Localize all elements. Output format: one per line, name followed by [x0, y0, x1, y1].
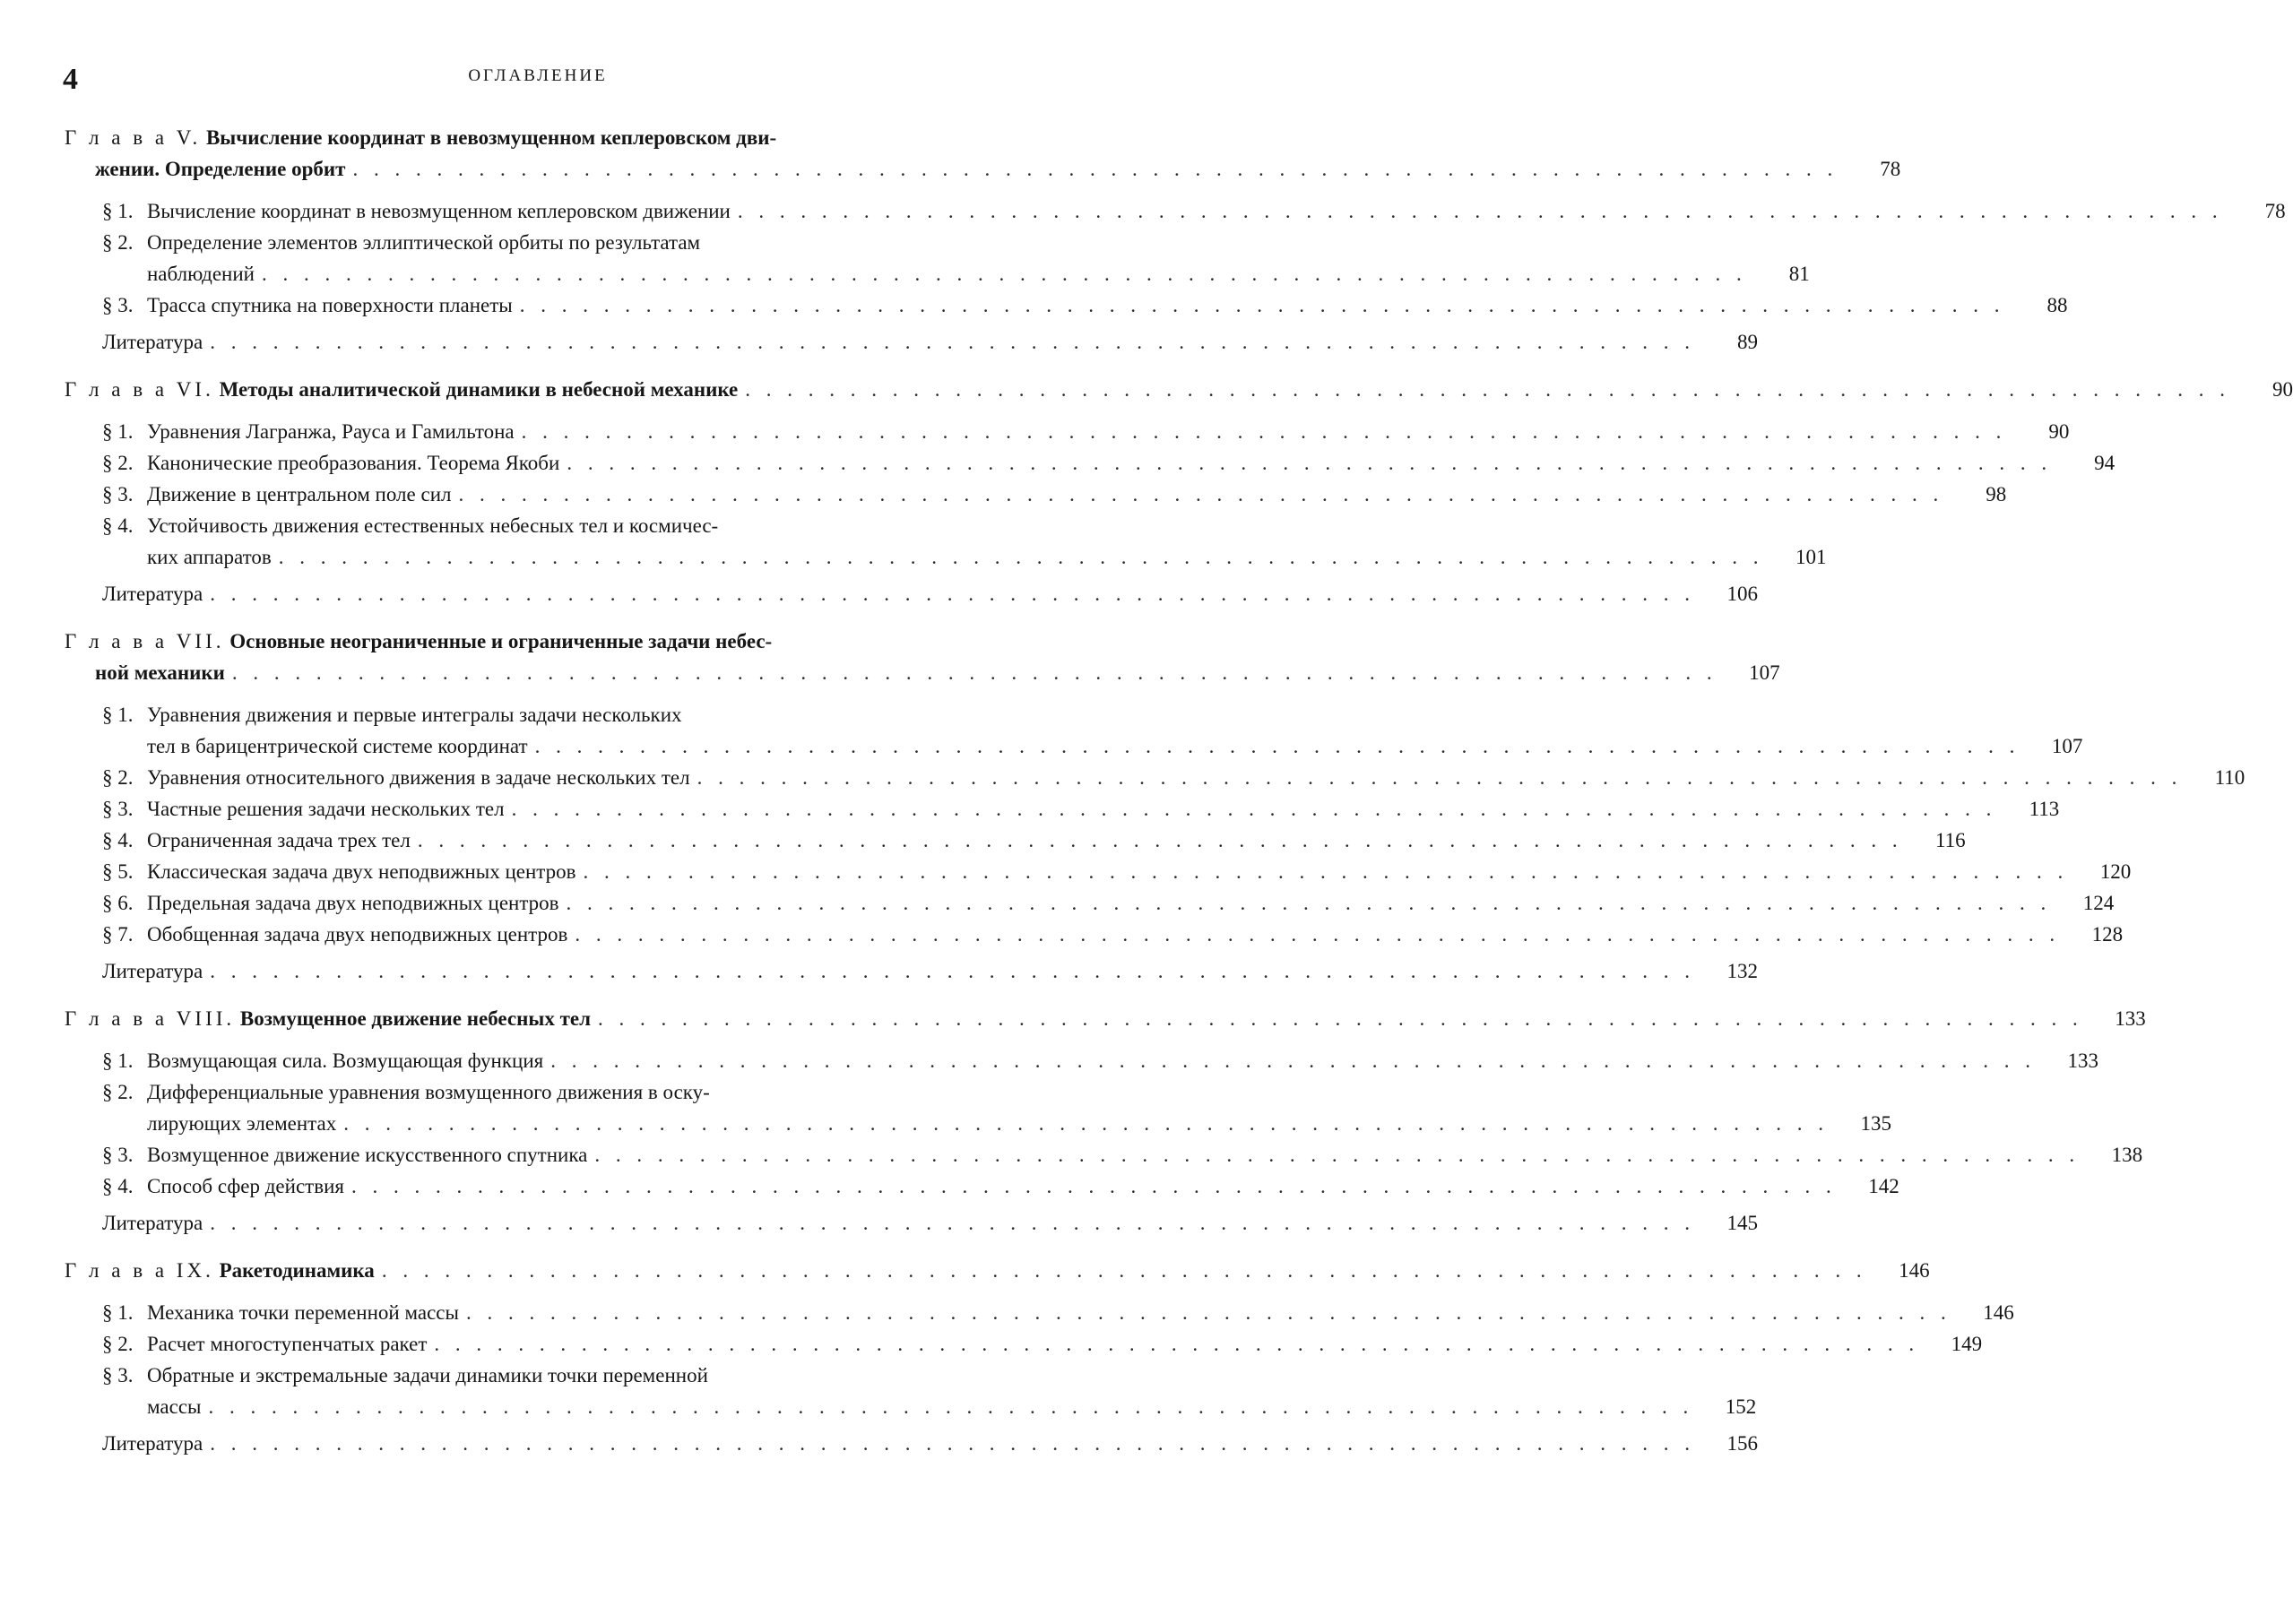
section-entry[interactable]: [65, 699, 2083, 762]
section-title: Способ сфер действия: [147, 1175, 344, 1197]
leader-dots: . . . . . . . . . . . . . . . . . . . . . . . . . . . . . . . . . . . . . . . . . . . . . . . . . . . . . . . . . . . . . . . . . . . . . . .: [278, 546, 1764, 568]
section-entry[interactable]: [65, 1139, 2143, 1170]
chapter-block: [65, 122, 2286, 358]
section-number: § 2.: [102, 766, 134, 789]
chapter-label: Г л а в а VI.: [65, 378, 214, 401]
leader-dots: . . . . . . . . . . . . . . . . . . . . . . . . . . . . . . . . . . . . . . . . . . . . . . . . . . . . . . . . . . . . . . . . . . . . . . .: [597, 1007, 2083, 1030]
leader-dots: . . . . . . . . . . . . . . . . . . . . . . . . . . . . . . . . . . . . . . . . . . . . . . . . . . . . . . . . . . . . . . . . . . . . . . .: [519, 294, 2005, 316]
section-entry[interactable]: [65, 1328, 1983, 1360]
section-title: Обобщенная задача двух неподвижных центров: [147, 923, 568, 946]
section-entry[interactable]: [65, 1360, 1757, 1422]
section-entry[interactable]: [65, 1170, 1899, 1202]
section-page: 146: [1983, 1301, 2014, 1324]
chapter-block: [65, 1255, 2014, 1459]
chapter-page: 133: [2115, 1007, 2146, 1030]
leader-dots: . . . . . . . . . . . . . . . . . . . . . . . . . . . . . . . . . . . . . . . . . . . . . . . . . . . . . . . . . . . . . . . . . . . . . . .: [566, 892, 2052, 914]
section-title: Уравнения Лагранжа, Рауса и Гамильтона: [147, 420, 515, 443]
section-number: § 6.: [102, 892, 134, 914]
chapter-title-cont-text: ной механики: [95, 661, 225, 684]
section-title: Движение в центральном поле сил: [147, 483, 452, 505]
section-number: § 2.: [102, 1081, 134, 1103]
section-entry[interactable]: [65, 1045, 2098, 1076]
section-number: § 3.: [102, 483, 134, 505]
leader-dots: . . . . . . . . . . . . . . . . . . . . . . . . . . . . . . . . . . . . . . . . . . . . . . . . . . . . . . . . . . . . . . . . . . . . . . .: [417, 829, 1903, 851]
chapter-title-cont[interactable]: [65, 153, 1901, 185]
section-page: 142: [1868, 1175, 1899, 1197]
literature-entry-page: 106: [1726, 583, 1758, 605]
section-number: § 2.: [102, 231, 134, 254]
section-title-cont[interactable]: [102, 1108, 1891, 1139]
section-number: § 3.: [102, 294, 134, 316]
section-entry[interactable]: [65, 195, 2286, 227]
chapter-label: Г л а в а VII.: [65, 630, 225, 652]
literature-entry[interactable]: [65, 1207, 1758, 1239]
section-entry[interactable]: [65, 825, 1966, 856]
section-title: Классическая задача двух неподвижных центров: [147, 860, 576, 883]
section-page: 116: [1934, 829, 1966, 851]
leader-dots: . . . . . . . . . . . . . . . . . . . . . . . . . . . . . . . . . . . . . . . . . . . . . . . . . . . . . . . . . . . . . . . . . . . . . . .: [210, 1212, 1695, 1234]
section-title-cont-text: ких аппаратов: [147, 546, 272, 568]
section-page: 94: [2094, 452, 2116, 474]
section-page: 128: [2091, 923, 2124, 946]
section-title: Канонические преобразования. Теорема Якоби: [147, 452, 560, 474]
section-page: 120: [2099, 860, 2132, 883]
section-title: Устойчивость движения естественных небесных тел и космичес-: [147, 514, 719, 537]
section-entry[interactable]: [65, 227, 1810, 289]
section-title-cont-page: 81: [1788, 263, 1810, 285]
section-page: 78: [2264, 200, 2286, 222]
section-entry[interactable]: [65, 1297, 2014, 1328]
chapter-page: 146: [1899, 1259, 1930, 1282]
section-entry[interactable]: [65, 793, 2060, 825]
leader-dots: . . . . . . . . . . . . . . . . . . . . . . . . . . . . . . . . . . . . . . . . . . . . . . . . . . . . . . . . . . . . . . . . . . . . . . .: [210, 1432, 1695, 1455]
section-list: [65, 1297, 2014, 1422]
section-title: Обратные и экстремальные задачи динамики точки переменной: [147, 1364, 708, 1386]
page-number: 4: [63, 63, 78, 96]
section-page: 149: [1951, 1333, 1983, 1355]
literature-entry[interactable]: [65, 955, 1758, 987]
section-number: § 1.: [102, 420, 134, 443]
chapter-label: Г л а в а VIII.: [65, 1007, 236, 1030]
literature-entry-page: 156: [1726, 1432, 1758, 1455]
section-number: § 2.: [102, 1333, 134, 1355]
section-page: 90: [2048, 420, 2070, 443]
section-entry[interactable]: [65, 856, 2132, 887]
leader-dots: . . . . . . . . . . . . . . . . . . . . . . . . . . . . . . . . . . . . . . . . . . . . . . . . . . . . . . . . . . . . . . . . . . . . . . .: [521, 420, 2007, 443]
literature-entry-page: 89: [1737, 331, 1758, 353]
leader-dots: . . . . . . . . . . . . . . . . . . . . . . . . . . . . . . . . . . . . . . . . . . . . . . . . . . . . . . . . . . . . . . . . . . . . . . .: [697, 766, 2183, 789]
chapter-title-cont-text: жении. Определение орбит: [95, 158, 346, 180]
section-title-cont-text: тел в барицентрической системе координат: [147, 735, 528, 757]
section-title: Уравнения относительного движения в задаче нескольких тел: [147, 766, 690, 789]
section-page: 88: [2046, 294, 2068, 316]
leader-dots: . . . . . . . . . . . . . . . . . . . . . . . . . . . . . . . . . . . . . . . . . . . . . . . . . . . . . . . . . . . . . . . . . . . . . . .: [381, 1259, 1867, 1282]
section-title: Определение элементов эллиптической орбиты по результатам: [147, 231, 701, 254]
section-title: Расчет многоступенчатых ракет: [147, 1333, 428, 1355]
leader-dots: . . . . . . . . . . . . . . . . . . . . . . . . . . . . . . . . . . . . . . . . . . . . . . . . . . . . . . . . . . . . . . . . . . . . . . .: [745, 378, 2230, 401]
chapter-title: Основные неограниченные и ограниченные задачи небес-: [229, 630, 773, 652]
section-title-cont-page: 152: [1725, 1395, 1757, 1418]
section-page: 124: [2082, 892, 2115, 914]
leader-dots: . . . . . . . . . . . . . . . . . . . . . . . . . . . . . . . . . . . . . . . . . . . . . . . . . . . . . . . . . . . . . . . . . . . . . . .: [352, 158, 1839, 180]
section-title: Возмущенное движение искусственного спутника: [147, 1144, 588, 1166]
leader-dots: . . . . . . . . . . . . . . . . . . . . . . . . . . . . . . . . . . . . . . . . . . . . . . . . . . . . . . . . . . . . . . . . . . . . . . .: [594, 1144, 2081, 1166]
literature-entry-text: Литература: [102, 1212, 203, 1234]
leader-dots: . . . . . . . . . . . . . . . . . . . . . . . . . . . . . . . . . . . . . . . . . . . . . . . . . . . . . . . . . . . . . . . . . . . . . . .: [511, 798, 1997, 820]
section-page: 138: [2111, 1144, 2143, 1166]
section-number: § 1.: [102, 1050, 134, 1072]
table-of-contents: [65, 122, 2293, 1475]
literature-entry-text: Литература: [102, 1432, 203, 1455]
chapter-heading[interactable]: [65, 374, 2293, 405]
chapter-title: Возмущенное движение небесных тел: [239, 1007, 591, 1030]
chapter-title: Ракетодинамика: [219, 1259, 375, 1282]
leader-dots: . . . . . . . . . . . . . . . . . . . . . . . . . . . . . . . . . . . . . . . . . . . . . . . . . . . . . . . . . . . . . . . . . . . . . . .: [210, 960, 1695, 982]
chapter-title-cont-page: 107: [1749, 661, 1780, 684]
literature-entry-text: Литература: [102, 583, 203, 605]
section-number: § 1.: [102, 200, 134, 222]
section-entry[interactable]: [65, 447, 2116, 479]
section-title-cont[interactable]: [102, 1391, 1757, 1422]
leader-dots: . . . . . . . . . . . . . . . . . . . . . . . . . . . . . . . . . . . . . . . . . . . . . . . . . . . . . . . . . . . . . . . . . . . . . . .: [550, 1050, 2036, 1072]
section-title: Уравнения движения и первые интегралы задачи нескольких: [147, 704, 682, 726]
section-number: § 3.: [102, 1144, 134, 1166]
section-title: Возмущающая сила. Возмущающая функция: [147, 1050, 544, 1072]
section-entry[interactable]: [65, 919, 2124, 950]
section-number: § 5.: [102, 860, 134, 883]
section-title-cont[interactable]: [102, 258, 1810, 289]
chapter-block: [65, 626, 2245, 987]
leader-dots: . . . . . . . . . . . . . . . . . . . . . . . . . . . . . . . . . . . . . . . . . . . . . . . . . . . . . . . . . . . . . . . . . . . . . . .: [261, 263, 1747, 285]
literature-entry[interactable]: [65, 326, 1758, 358]
section-title-cont-page: 135: [1860, 1112, 1891, 1135]
section-number: § 1.: [102, 704, 134, 726]
leader-dots: . . . . . . . . . . . . . . . . . . . . . . . . . . . . . . . . . . . . . . . . . . . . . . . . . . . . . . . . . . . . . . . . . . . . . . .: [465, 1301, 1951, 1324]
section-title: Предельная задача двух неподвижных центров: [147, 892, 559, 914]
leader-dots: . . . . . . . . . . . . . . . . . . . . . . . . . . . . . . . . . . . . . . . . . . . . . . . . . . . . . . . . . . . . . . . . . . . . . . .: [210, 331, 1695, 353]
section-page: 133: [2067, 1050, 2098, 1072]
leader-dots: . . . . . . . . . . . . . . . . . . . . . . . . . . . . . . . . . . . . . . . . . . . . . . . . . . . . . . . . . . . . . . . . . . . . . . .: [534, 735, 2020, 757]
section-entry[interactable]: [65, 289, 2068, 321]
chapter-label: Г л а в а V.: [65, 126, 202, 149]
chapter-block: [65, 1003, 2146, 1239]
section-list: [65, 416, 2116, 573]
chapter-heading[interactable]: [65, 1003, 2146, 1034]
leader-dots: . . . . . . . . . . . . . . . . . . . . . . . . . . . . . . . . . . . . . . . . . . . . . . . . . . . . . . . . . . . . . . . . . . . . . . .: [434, 1333, 1920, 1355]
section-number: § 2.: [102, 452, 134, 474]
section-list: [65, 1045, 2143, 1202]
chapter-title: Вычисление координат в невозмущенном кеплеровском дви-: [205, 126, 777, 149]
leader-dots: . . . . . . . . . . . . . . . . . . . . . . . . . . . . . . . . . . . . . . . . . . . . . . . . . . . . . . . . . . . . . . . . . . . . . . .: [350, 1175, 1837, 1197]
running-title: ОГЛАВЛЕНИЕ: [468, 66, 608, 85]
section-title: Ограниченная задача трех тел: [147, 829, 411, 851]
chapter-heading[interactable]: [65, 122, 1901, 185]
chapter-title-cont[interactable]: [65, 657, 1780, 688]
literature-entry[interactable]: [65, 578, 1758, 609]
literature-entry-page: 132: [1726, 960, 1758, 982]
chapter-title: Методы аналитической динамики в небесной механике: [219, 378, 739, 401]
section-number: § 4.: [102, 514, 134, 537]
section-number: § 7.: [102, 923, 134, 946]
leader-dots: . . . . . . . . . . . . . . . . . . . . . . . . . . . . . . . . . . . . . . . . . . . . . . . . . . . . . . . . . . . . . . . . . . . . . . .: [583, 860, 2069, 883]
section-entry[interactable]: [65, 510, 1827, 573]
section-title: Механика точки переменной массы: [147, 1301, 459, 1324]
section-title-cont[interactable]: [102, 541, 1827, 573]
section-title: Вычисление координат в невозмущенном кеплеровском движении: [147, 200, 731, 222]
literature-entry-page: 145: [1726, 1212, 1758, 1234]
section-title-cont-text: наблюдений: [147, 263, 255, 285]
leader-dots: . . . . . . . . . . . . . . . . . . . . . . . . . . . . . . . . . . . . . . . . . . . . . . . . . . . . . . . . . . . . . . . . . . . . . . .: [231, 661, 1718, 684]
chapter-title-cont-page: 78: [1880, 158, 1901, 180]
section-number: § 1.: [102, 1301, 134, 1324]
section-entry[interactable]: [65, 479, 2007, 510]
section-number: § 3.: [102, 1364, 134, 1386]
section-page: 110: [2214, 766, 2245, 789]
chapter-label: Г л а в а IX.: [65, 1259, 214, 1282]
leader-dots: . . . . . . . . . . . . . . . . . . . . . . . . . . . . . . . . . . . . . . . . . . . . . . . . . . . . . . . . . . . . . . . . . . . . . . .: [210, 583, 1695, 605]
chapter-block: [65, 374, 2293, 609]
section-title-cont[interactable]: [102, 730, 2083, 762]
section-title-cont-page: 101: [1795, 546, 1827, 568]
section-title: Частные решения задачи нескольких тел: [147, 798, 505, 820]
section-entry[interactable]: [65, 887, 2115, 919]
section-list: [65, 699, 2245, 950]
section-entry[interactable]: [65, 762, 2245, 793]
section-entry[interactable]: [65, 416, 2070, 447]
literature-entry[interactable]: [65, 1428, 1758, 1459]
section-list: [65, 195, 2286, 321]
chapter-heading[interactable]: [65, 1255, 1930, 1286]
leader-dots: . . . . . . . . . . . . . . . . . . . . . . . . . . . . . . . . . . . . . . . . . . . . . . . . . . . . . . . . . . . . . . . . . . . . . . .: [343, 1112, 1829, 1135]
literature-entry-text: Литература: [102, 331, 203, 353]
chapter-heading[interactable]: [65, 626, 1780, 688]
section-number: § 3.: [102, 798, 134, 820]
section-page: 98: [1986, 483, 2007, 505]
leader-dots: . . . . . . . . . . . . . . . . . . . . . . . . . . . . . . . . . . . . . . . . . . . . . . . . . . . . . . . . . . . . . . . . . . . . . . .: [737, 200, 2223, 222]
literature-entry-text: Литература: [102, 960, 203, 982]
chapter-page: 90: [2272, 378, 2293, 401]
section-title: Трасса спутника на поверхности планеты: [147, 294, 513, 316]
section-title-cont-page: 107: [2051, 735, 2083, 757]
section-number: § 4.: [102, 1175, 134, 1197]
section-number: § 4.: [102, 829, 134, 851]
section-page: 113: [2029, 798, 2060, 820]
leader-dots: . . . . . . . . . . . . . . . . . . . . . . . . . . . . . . . . . . . . . . . . . . . . . . . . . . . . . . . . . . . . . . . . . . . . . . .: [567, 452, 2053, 474]
leader-dots: . . . . . . . . . . . . . . . . . . . . . . . . . . . . . . . . . . . . . . . . . . . . . . . . . . . . . . . . . . . . . . . . . . . . . . .: [458, 483, 1944, 505]
leader-dots: . . . . . . . . . . . . . . . . . . . . . . . . . . . . . . . . . . . . . . . . . . . . . . . . . . . . . . . . . . . . . . . . . . . . . . .: [575, 923, 2061, 946]
section-title-cont-text: лирующих элементах: [147, 1112, 337, 1135]
section-title-cont-text: массы: [147, 1395, 202, 1418]
section-entry[interactable]: [65, 1076, 1891, 1139]
leader-dots: . . . . . . . . . . . . . . . . . . . . . . . . . . . . . . . . . . . . . . . . . . . . . . . . . . . . . . . . . . . . . . . . . . . . . . .: [208, 1395, 1694, 1418]
section-title: Дифференциальные уравнения возмущенного движения в оску-: [147, 1081, 710, 1103]
